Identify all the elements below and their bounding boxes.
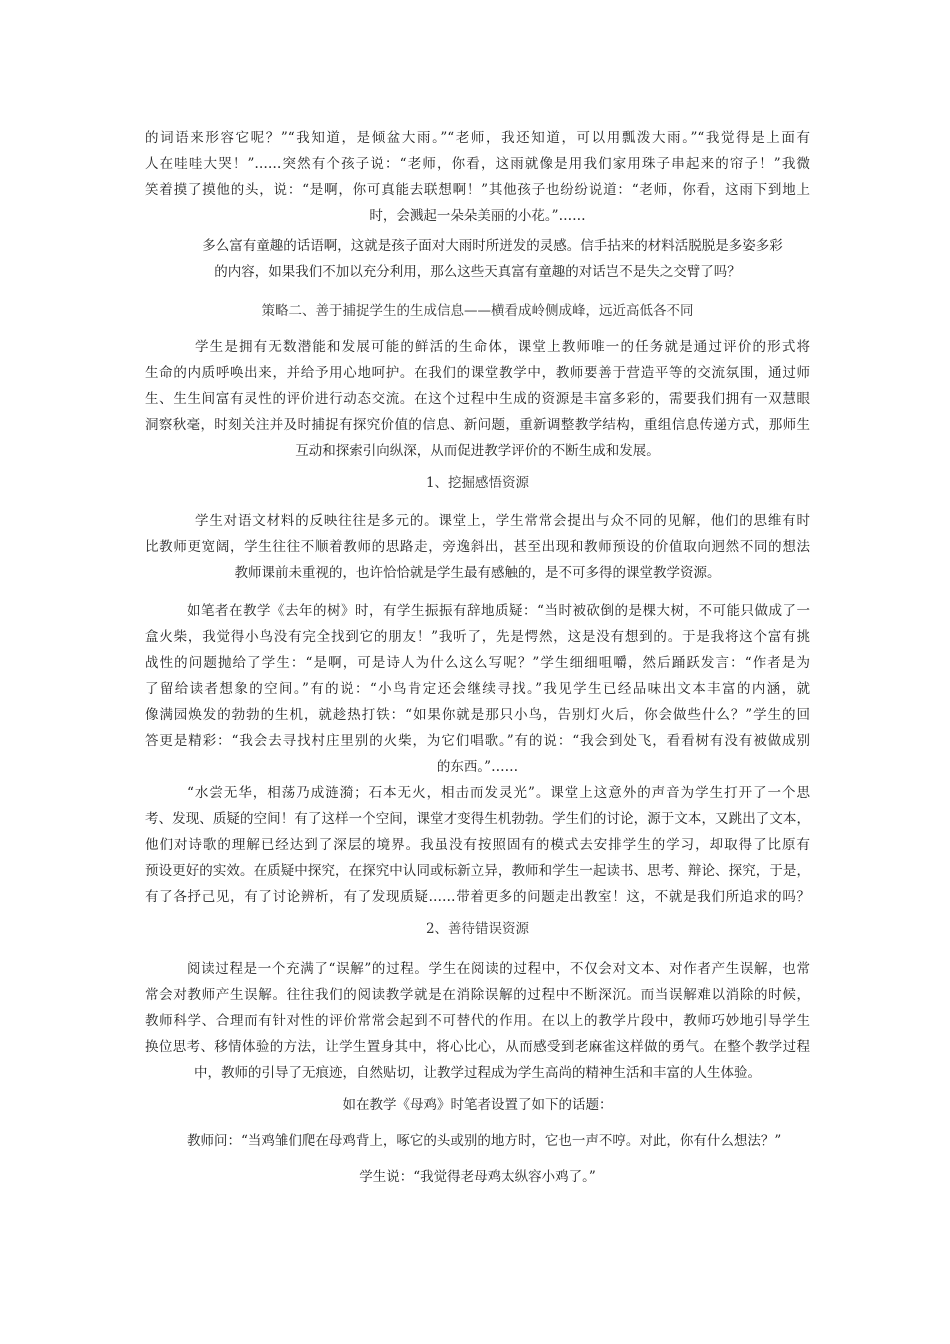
- subheading-one: [145, 470, 810, 496]
- text-line: 了留给读者想象的空间。”有的说：“小鸟肯定还会继续寻找。”我见学生已经品味出文本丰富的内涵，就: [145, 681, 810, 697]
- text-line: 常会对教师产生误解。往往我们的阅读教学就是在消除误解的过程中不断深沉。而当误解难以消除的时候，: [145, 987, 810, 1003]
- text-line: 考、发现、质疑的空间！有了这样一个空间，课堂才变得生机勃勃。学生们的讨论，源于文本，又跳出了文本，: [145, 811, 810, 827]
- paragraph-rain-dialogue: [145, 125, 810, 229]
- paragraph-multiple-responses: [145, 508, 810, 586]
- text-line: “水尝无华，相荡乃成涟漪；石本无火，相击而发灵光”。课堂上这意外的声音为学生打开了一个思: [187, 785, 810, 801]
- text-line: 教师科学、合理而有针对性的评价常常会起到不可替代的作用。在以上的教学片段中，教师巧妙地引导学生: [145, 1013, 810, 1029]
- text-line: 时，会溅起一朵朵美丽的小花。”……: [369, 208, 586, 224]
- paragraph-teacher-question: [145, 1128, 810, 1154]
- text-line: 学生是拥有无数潜能和发展可能的鲜活的生命体，课堂上教师唯一的任务就是通过评价的形式将: [195, 339, 810, 355]
- text-line: 学生对语文材料的反映往往是多元的。课堂上，学生常常会提出与众不同的见解，他们的思维有时: [195, 513, 810, 529]
- section-heading: 策略二、善于捕捉学生的生成信息——横看成岭侧成峰，远近高低各不同: [261, 303, 694, 319]
- paragraph-water-stone-quote: [145, 780, 810, 910]
- text-line: 答更是精彩：“我会去寻找村庄里别的火柴，为它们唱歌。”有的说：“我会到处飞，看看树有没有被做成别: [145, 733, 810, 749]
- paragraph-student-answer: [145, 1164, 810, 1190]
- text-line: 中，教师的引导了无痕迹，自然贴切，让教学过程成为学生高尚的精神生活和丰富的人生体验。: [194, 1065, 761, 1081]
- text-line: 学生说：“我觉得老母鸡太纵容小鸡了。”: [359, 1169, 596, 1185]
- text-line: 像满园焕发的勃勃的生机，就趁热打铁：“如果你就是那只小鸟，告别灯火后，你会做些什么？”学生的回: [145, 707, 810, 723]
- text-line: 洞察秋毫，时刻关注并及时捕捉有探究价值的信息、新问题，重新调整教学结构，重组信息传递方式，那师生: [145, 417, 810, 433]
- section-heading: 1、挖掘感悟资源: [425, 475, 530, 491]
- text-line: 战性的问题抛给了学生：“是啊，可是诗人为什么这么写呢？”学生细细咀嚼，然后踊跃发言：“作者是为: [145, 655, 810, 671]
- text-line: 的词语来形容它呢？”“我知道，是倾盆大雨。”“老师，我还知道，可以用瓢泼大雨。”“我觉得是上面有: [145, 130, 810, 146]
- text-line: 有了各抒己见，有了讨论辨析，有了发现质疑……带着更多的问题走出教室！这，不就是我们所追求的吗？: [145, 889, 810, 905]
- text-line: 阅读过程是一个充满了“误解”的过程。学生在阅读的过程中，不仅会对文本、对作者产生误解，也常: [187, 961, 810, 977]
- text-line: 教师课前未重视的，也许恰恰就是学生最有感触的，是不可多得的课堂教学资源。: [234, 565, 721, 581]
- text-line: 盒火柴，我觉得小鸟没有完全找到它的朋友！”我听了，先是愕然，这是没有想到的。于是我将这个富有挑: [145, 629, 810, 645]
- paragraph-student-potential: [145, 334, 810, 464]
- text-line: 他们对诗歌的理解已经达到了深层的境界。我虽没有按照固有的模式去安排学生的学习，却取得了比原有: [145, 837, 810, 853]
- text-line: 换位思考、移情体验的方法，让学生置身其中，将心比心，从而感受到老麻雀这样做的勇气。在整个教学过程: [145, 1039, 810, 1055]
- text-line: 生、生生间富有灵性的评价进行动态交流。在这个过程中生成的资源是丰富多彩的，需要我们拥有一双慧眼: [145, 391, 810, 407]
- text-line: 笑着摸了摸他的头，说：“是啊，你可真能去联想啊！”其他孩子也纷纷说道：“老师，你看，这雨下到地上: [145, 182, 810, 198]
- text-line: 人在哇哇大哭！”……突然有个孩子说：“老师，你看，这雨就像是用我们家用珠子串起来的帘子！”我微: [145, 156, 810, 172]
- text-line: 预设更好的实效。在质疑中探究，在探究中认同或标新立异，教师和学生一起读书、思考、辩论、探究，于是，: [145, 863, 810, 879]
- text-line: 多么富有童趣的话语啊，这就是孩子面对大雨时所迸发的灵感。信手拈来的材料活脱脱是多姿多彩: [202, 238, 783, 254]
- paragraph-last-year-tree: [145, 598, 810, 780]
- text-line: 如笔者在教学《去年的树》时，有学生振振有辞地质疑：“当时被砍倒的是棵大树，不可能只做成了一: [187, 603, 810, 619]
- text-line: 如在教学《母鸡》时笔者设置了如下的话题：: [342, 1097, 613, 1113]
- section-heading: 2、善待错误资源: [425, 921, 530, 937]
- text-line: 互动和探索引向纵深，从而促进教学评价的不断生成和发展。: [295, 443, 660, 459]
- text-line: 生命的内质呼唤出来，并给予用心地呵护。在我们的课堂教学中，教师要善于营造平等的交流氛围，通过师: [145, 365, 810, 381]
- text-line: 的内容，如果我们不加以充分利用，那么这些天真富有童趣的对话岂不是失之交臂了吗？: [214, 264, 741, 280]
- subheading-two: [145, 916, 810, 942]
- strategy-two-heading: [145, 298, 810, 324]
- paragraph-misunderstanding: [145, 956, 810, 1086]
- paragraph-hen-topic: [145, 1092, 810, 1118]
- text-line: 教师问：“当鸡雏们爬在母鸡背上，啄它的头或别的地方时，它也一声不哼。对此，你有什么想法？”: [187, 1133, 782, 1149]
- paragraph-childlike-words: [145, 233, 810, 285]
- text-line: 的东西。”……: [436, 759, 519, 775]
- text-line: 比教师更宽阔，学生往往不顺着教师的思路走，旁逸斜出，甚至出现和教师预设的价值取向迥然不同的想法: [145, 539, 810, 555]
